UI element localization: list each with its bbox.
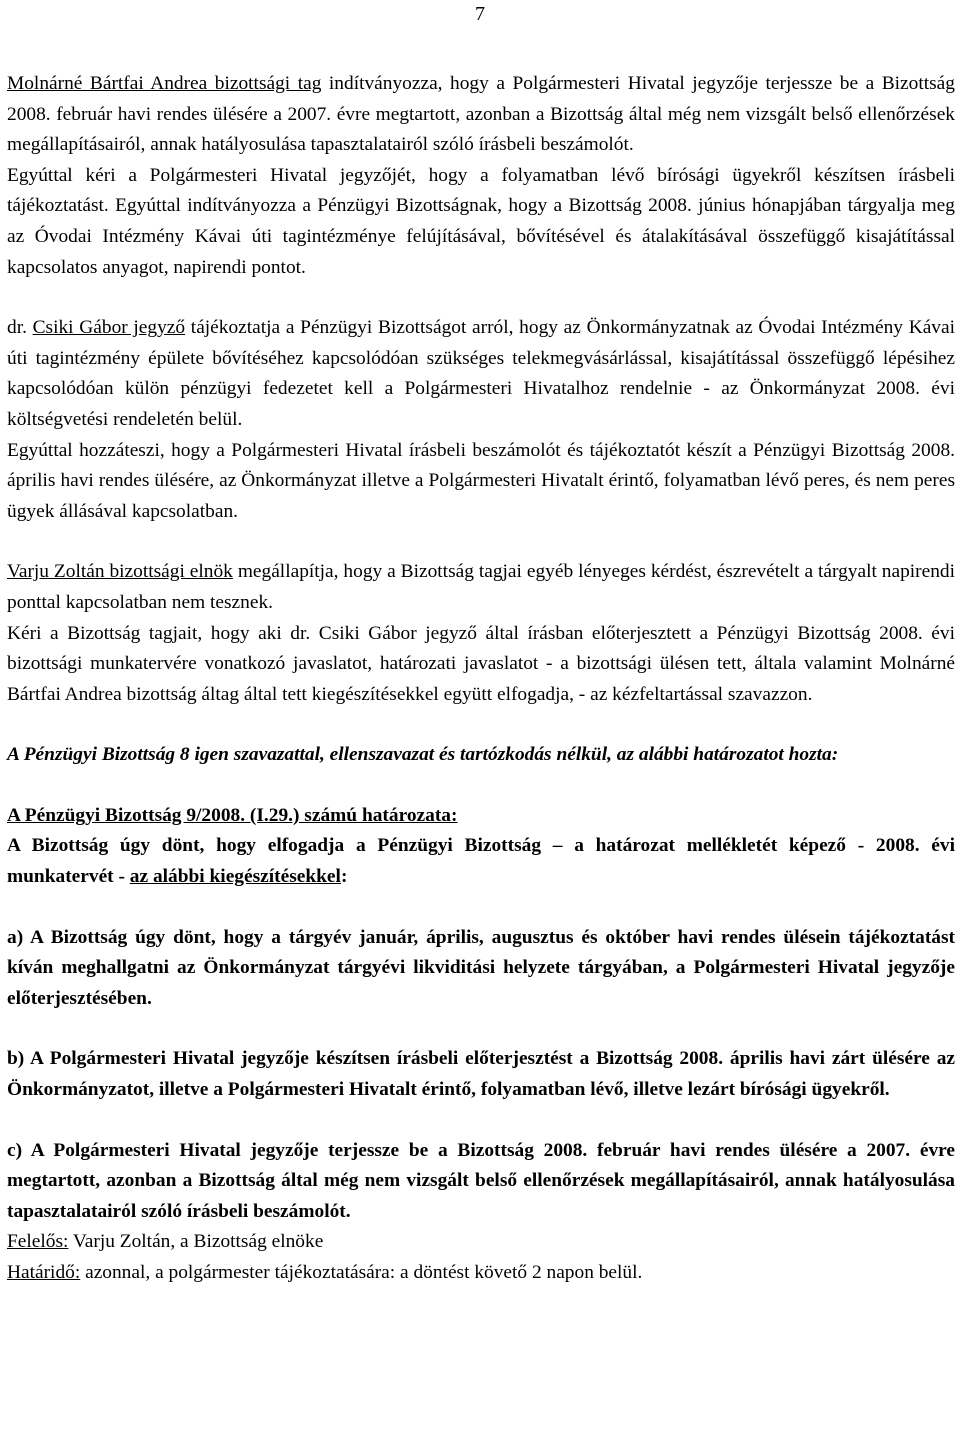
- speaker-molnarne: Molnárné Bártfai Andrea bizottsági tag: [7, 73, 322, 94]
- paragraph-addition: Egyúttal hozzáteszi, hogy a Polgármesteri Hivatal írásbeli beszámolót és tájékoztatót készít a Pénzügyi Bizottság 2008. április havi rendes ülésére, az Önkormányzat illetve a Polgármesteri Hivatalt érintő, folyamatban lévő peres, és nem peres ügyek állásával kapcsolatban.: [7, 439, 955, 522]
- paragraph-varju: Varju Zoltán bizottsági elnök megállapítja, hogy a Bizottság tagjai egyéb lényeges kérdést, észrevételt a tárgyalt napirendi ponttal kapcsolatban nem tesznek.: [7, 561, 956, 613]
- speaker-csiki: Csiki Gábor jegyző: [32, 317, 186, 339]
- paragraph-vote-request: Kéri a Bizottság tagjait, hogy aki dr. Csiki Gábor jegyző által írásban előterjesztett a Pénzügyi Bizottság 2008. évi bizottsági munkatervére vonatkozó javaslatot, határozati javaslatot - a bizottsági ülésen tett, általa valamint Molnárné Bártfai Andrea bizottság áltag által tett kiegészítésekkel együtt elfogadja, - az kézfeltartással szavazzon.: [7, 622, 955, 705]
- speaker-varju: Varju Zoltán bizottsági elnök: [7, 561, 233, 583]
- underlined-additions: az alábbi kiegészítésekkel: [129, 866, 341, 888]
- paragraph-csiki: dr. Csiki Gábor jegyző tájékoztatja a Pénzügyi Bizottságot arról, hogy az Önkormányzatnak az Óvodai Intézmény Kávai úti tagintézmény épülete bővítéséhez kapcsolódóan szükséges telekmegvásárlással, kisajátítással összefüggő lépésihez kapcsolódóan külön pénzügyi fedezetet kell a Polgármesteri Hivatalhoz rendelnie - az Önkormányzat 2008. évi költségvetési rendeletén belül.: [7, 317, 955, 430]
- responsible-label: Felelős:: [7, 1231, 69, 1253]
- responsible-line: Felelős: Varju Zoltán, a Bizottság elnöke: [7, 1231, 324, 1253]
- document-body: [7, 69, 955, 1289]
- resolution-item-c: c) A Polgármesteri Hivatal jegyzője terjessze be a Bizottság 2008. február havi rendes ülésére a 2007. évre megtartott, azonban a Bizottság által még nem vizsgált belső ellenőrzések megállapításairól, annak hatályosulása tapasztalatairól szóló írásbeli beszámolót.: [7, 1139, 955, 1222]
- deadline-label: Határidő:: [7, 1262, 81, 1283]
- resolution-title: A Pénzügyi Bizottság 9/2008. (I.29.) számú határozata:: [7, 804, 458, 826]
- page-number: 7: [475, 3, 485, 25]
- resolution-intro: A Bizottság úgy dönt, hogy elfogadja a Pénzügyi Bizottság – a határozat mellékletét képező - 2008. évi munkatervét - az alábbi kiegészítésekkel:: [7, 835, 955, 888]
- vote-result: A Pénzügyi Bizottság 8 igen szavazattal, ellenszavazat és tartózkodás nélkül, az alábbi határozatot hozta:: [7, 744, 839, 766]
- deadline-line: Határidő: azonnal, a polgármester tájékoztatására: a döntést követő 2 napon belül.: [7, 1262, 643, 1283]
- paragraph-molnarne: Molnárné Bártfai Andrea bizottsági tag indítványozza, hogy a Polgármesteri Hivatal jegyzője terjessze be a Bizottság 2008. február havi rendes ülésére a 2007. évre megtartott, azonban a Bizottság által még nem vizsgált belső ellenőrzések megállapításairól, annak hatályosulása tapasztalatairól szóló írásbeli beszámolót.: [7, 73, 955, 156]
- resolution-item-b: b) A Polgármesteri Hivatal jegyzője készítsen írásbeli előterjesztést a Bizottság 2008. április havi zárt ülésére az Önkormányzatot, illetve a Polgármesteri Hivatalt érintő, folyamatban lévő, illetve lezárt bírósági ügyekről.: [7, 1048, 955, 1101]
- resolution-item-a: a) A Bizottság úgy dönt, hogy a tárgyév január, április, augusztus és október havi rendes ülésein tájékoztatást kíván meghallgatni az Önkormányzat tárgyévi likviditási helyzete tárgyában, a Polgármesteri Hivatal jegyzője előterjesztésében.: [7, 926, 955, 1009]
- paragraph-request: Egyúttal kéri a Polgármesteri Hivatal jegyzőjét, hogy a folyamatban lévő bírósági ügyekről készítsen írásbeli tájékoztatást. Egyúttal indítványozza a Pénzügyi Bizottságnak, hogy a Bizottság 2008. június hónapjában tárgyalja meg az Óvodai Intézmény Kávai úti tagintézménye felújításával, bővítésével és átalakításával összefüggő kisajátítással kapcsolatos anyagot, napirendi pontot.: [7, 164, 955, 278]
